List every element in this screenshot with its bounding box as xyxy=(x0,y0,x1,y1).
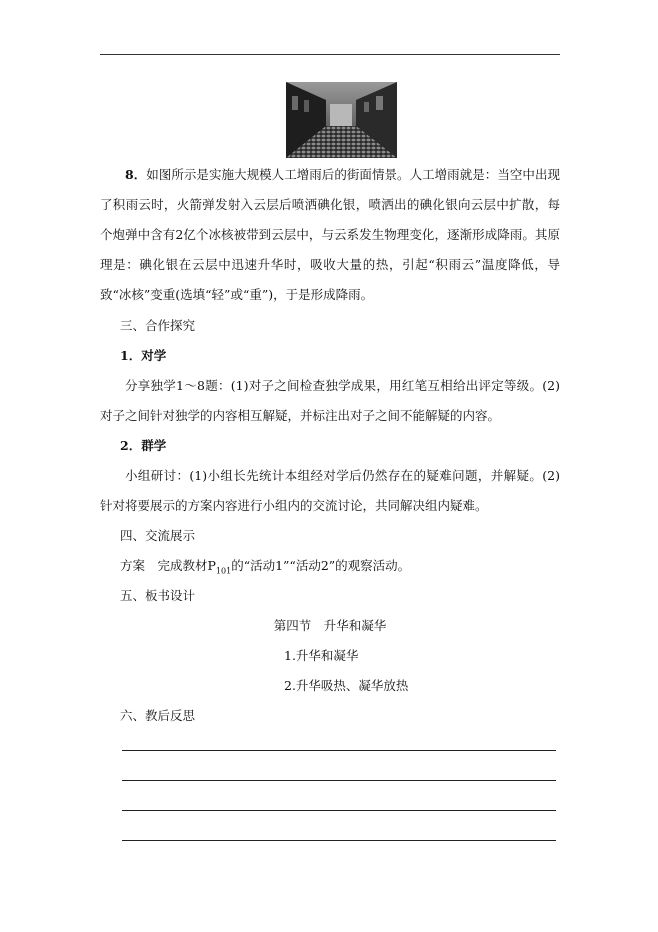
section-4-heading: 四、交流展示 xyxy=(120,528,196,543)
reflection-line xyxy=(122,780,556,781)
header-rule xyxy=(100,54,560,55)
question-number: 8． xyxy=(125,167,147,182)
street-photo xyxy=(286,82,397,158)
plan-prefix: 方案 完成教材P xyxy=(120,558,216,573)
question-8 xyxy=(100,160,560,310)
duixue-heading: 1．对学 xyxy=(120,348,167,363)
board-item-1: 1.升华和凝华 xyxy=(284,648,359,663)
section-5-heading: 五、板书设计 xyxy=(120,588,196,603)
plan-page-subscript: 101 xyxy=(215,566,232,576)
duixue-text: 分享独学1～8题：(1)对子之间检查独学成果，用红笔互相给出评定等级。(2)对子之间针对独学的内容相互解疑，并标注出对子之间不能解疑的内容。 xyxy=(100,378,560,423)
reflection-line xyxy=(122,750,556,751)
board-item-2: 2.升华吸热、凝华放热 xyxy=(284,678,409,693)
section-6-heading: 六、教后反思 xyxy=(120,708,196,723)
reflection-line xyxy=(122,840,556,841)
reflection-line xyxy=(122,810,556,811)
board-title: 第四节 升华和凝华 xyxy=(273,618,387,633)
question-text: 如图所示是实施大规模人工增雨后的街面情景。人工增雨就是：当空中出现了积雨云时，火箭弹发射入云层后喷洒碘化银，喷洒出的碘化银向云层中扩散，每个炮弹中含有2亿个冰核被带到云层中，与云系发生物理变化，逐渐形成降雨。其原理是：碘化银在云层中迅速升华时，吸收大量的热，引起“积雨云”温度降低，导致“冰核”变重(选填“轻”或“重”)，于是形成降雨。 xyxy=(100,167,560,302)
qunxue-heading: 2．群学 xyxy=(120,438,167,453)
section-3-heading: 三、合作探究 xyxy=(120,318,196,333)
qunxue-text: 小组研讨：(1)小组长先统计本组经对学后仍然存在的疑难问题，并解疑。(2)针对将要展示的方案内容进行小组内的交流讨论，共同解决组内疑难。 xyxy=(100,468,560,513)
plan-suffix: 的“活动1”“活动2”的观察活动。 xyxy=(231,558,411,573)
